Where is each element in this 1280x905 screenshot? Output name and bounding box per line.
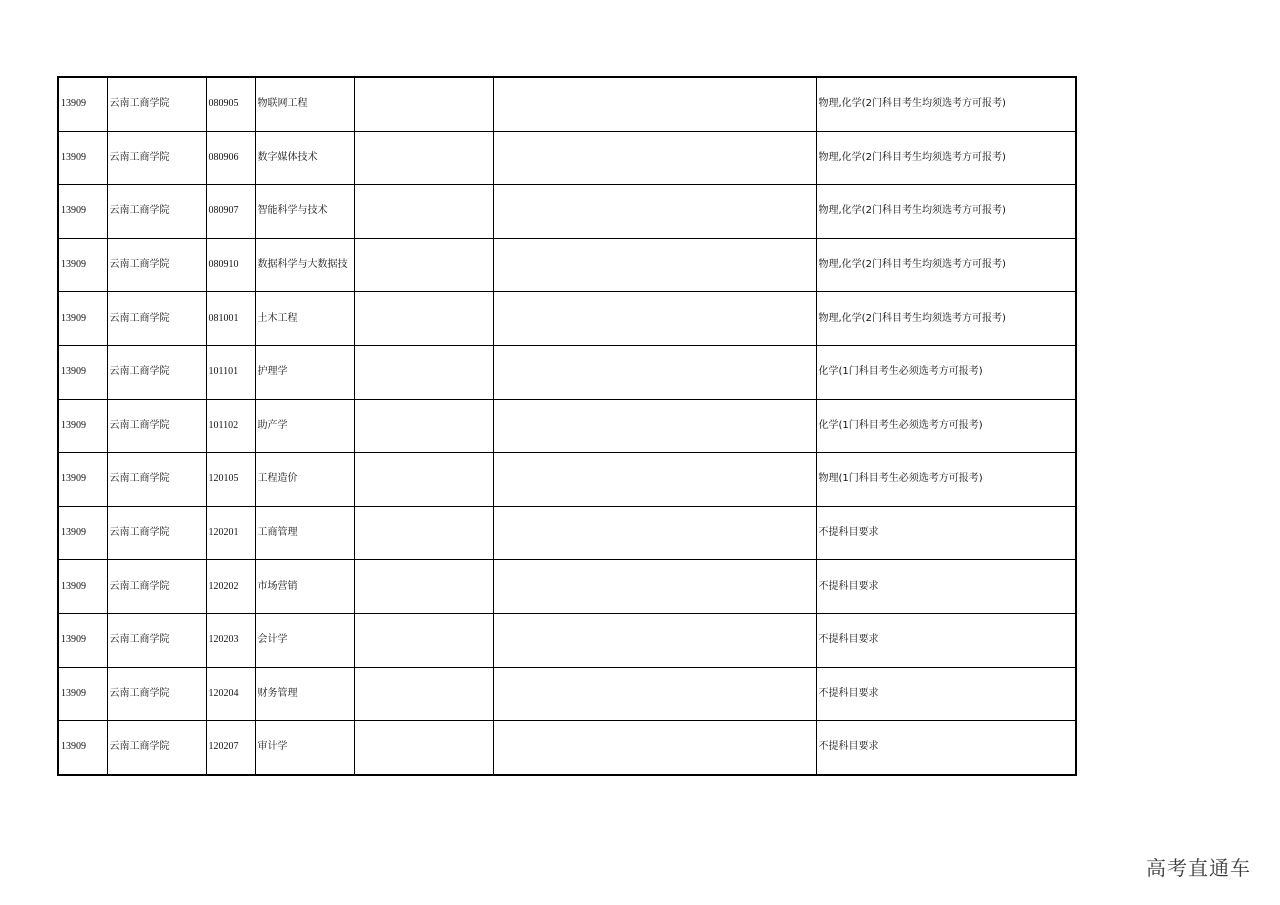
cell-empty: [493, 560, 816, 614]
cell-major-name: 工程造价: [255, 453, 354, 507]
cell-major-name: 土木工程: [255, 292, 354, 346]
cell-major-code: 080905: [206, 77, 255, 131]
cell-empty: [493, 185, 816, 239]
table-row: [58, 131, 1076, 185]
table-row: [58, 345, 1076, 399]
cell-institution-code: 13909: [58, 345, 107, 399]
cell-institution-name: 云南工商学院: [107, 292, 206, 346]
cell-institution-code: 13909: [58, 560, 107, 614]
cell-major-code: 080910: [206, 238, 255, 292]
cell-institution-name: 云南工商学院: [107, 185, 206, 239]
cell-empty: [354, 721, 493, 775]
cell-major-name: 会计学: [255, 613, 354, 667]
cell-subject-requirement: 物理,化学(2门科目考生均须选考方可报考): [816, 77, 1076, 131]
cell-empty: [354, 292, 493, 346]
cell-major-code: 120105: [206, 453, 255, 507]
cell-institution-code: 13909: [58, 399, 107, 453]
table-row: [58, 613, 1076, 667]
cell-major-code: 120202: [206, 560, 255, 614]
cell-institution-name: 云南工商学院: [107, 131, 206, 185]
cell-institution-code: 13909: [58, 185, 107, 239]
cell-subject-requirement: 不提科目要求: [816, 667, 1076, 721]
cell-major-name: 护理学: [255, 345, 354, 399]
cell-major-code: 101102: [206, 399, 255, 453]
cell-subject-requirement: 化学(1门科目考生必须选考方可报考): [816, 345, 1076, 399]
subject-requirements-sheet: [57, 76, 1075, 776]
cell-empty: [493, 667, 816, 721]
cell-empty: [354, 238, 493, 292]
cell-subject-requirement: 不提科目要求: [816, 560, 1076, 614]
cell-empty: [354, 613, 493, 667]
cell-empty: [354, 506, 493, 560]
cell-subject-requirement: 物理,化学(2门科目考生均须选考方可报考): [816, 185, 1076, 239]
cell-empty: [493, 506, 816, 560]
cell-empty: [493, 238, 816, 292]
cell-empty: [493, 399, 816, 453]
cell-major-name: 审计学: [255, 721, 354, 775]
cell-institution-name: 云南工商学院: [107, 721, 206, 775]
cell-major-name: 工商管理: [255, 506, 354, 560]
table-row: [58, 453, 1076, 507]
cell-subject-requirement: 化学(1门科目考生必须选考方可报考): [816, 399, 1076, 453]
cell-empty: [354, 185, 493, 239]
cell-empty: [354, 667, 493, 721]
cell-empty: [354, 560, 493, 614]
cell-subject-requirement: 物理(1门科目考生必须选考方可报考): [816, 453, 1076, 507]
table-body: [58, 77, 1076, 775]
cell-subject-requirement: 物理,化学(2门科目考生均须选考方可报考): [816, 238, 1076, 292]
cell-major-name: 财务管理: [255, 667, 354, 721]
table-row: [58, 506, 1076, 560]
cell-institution-name: 云南工商学院: [107, 345, 206, 399]
cell-empty: [493, 721, 816, 775]
cell-institution-code: 13909: [58, 77, 107, 131]
cell-institution-name: 云南工商学院: [107, 667, 206, 721]
table-row: [58, 292, 1076, 346]
watermark-logo: 高考直通车: [1146, 856, 1251, 880]
cell-empty: [493, 131, 816, 185]
cell-institution-name: 云南工商学院: [107, 238, 206, 292]
cell-major-code: 120207: [206, 721, 255, 775]
cell-empty: [354, 345, 493, 399]
cell-subject-requirement: 不提科目要求: [816, 613, 1076, 667]
cell-institution-code: 13909: [58, 613, 107, 667]
cell-empty: [354, 131, 493, 185]
cell-empty: [354, 77, 493, 131]
table-row: [58, 185, 1076, 239]
cell-institution-code: 13909: [58, 721, 107, 775]
table-row: [58, 77, 1076, 131]
cell-major-name: 市场营销: [255, 560, 354, 614]
cell-institution-name: 云南工商学院: [107, 399, 206, 453]
cell-major-code: 120204: [206, 667, 255, 721]
subject-requirements-table: [57, 76, 1077, 776]
cell-institution-name: 云南工商学院: [107, 613, 206, 667]
cell-major-code: 080906: [206, 131, 255, 185]
table-row: [58, 667, 1076, 721]
cell-major-name: 数据科学与大数据技: [255, 238, 354, 292]
cell-subject-requirement: 物理,化学(2门科目考生均须选考方可报考): [816, 292, 1076, 346]
cell-empty: [493, 77, 816, 131]
cell-empty: [354, 453, 493, 507]
cell-major-name: 物联网工程: [255, 77, 354, 131]
cell-major-name: 智能科学与技术: [255, 185, 354, 239]
table-row: [58, 399, 1076, 453]
cell-subject-requirement: 不提科目要求: [816, 721, 1076, 775]
cell-institution-code: 13909: [58, 667, 107, 721]
cell-institution-code: 13909: [58, 453, 107, 507]
cell-empty: [354, 399, 493, 453]
cell-subject-requirement: 物理,化学(2门科目考生均须选考方可报考): [816, 131, 1076, 185]
cell-major-name: 数字媒体技术: [255, 131, 354, 185]
cell-institution-name: 云南工商学院: [107, 453, 206, 507]
cell-empty: [493, 453, 816, 507]
cell-major-code: 101101: [206, 345, 255, 399]
cell-major-code: 081001: [206, 292, 255, 346]
cell-subject-requirement: 不提科目要求: [816, 506, 1076, 560]
cell-empty: [493, 613, 816, 667]
cell-institution-name: 云南工商学院: [107, 77, 206, 131]
cell-empty: [493, 345, 816, 399]
cell-empty: [493, 292, 816, 346]
table-row: [58, 721, 1076, 775]
cell-major-code: 080907: [206, 185, 255, 239]
cell-institution-name: 云南工商学院: [107, 506, 206, 560]
cell-institution-code: 13909: [58, 292, 107, 346]
cell-institution-code: 13909: [58, 238, 107, 292]
cell-major-name: 助产学: [255, 399, 354, 453]
cell-institution-name: 云南工商学院: [107, 560, 206, 614]
table-row: [58, 238, 1076, 292]
cell-major-code: 120203: [206, 613, 255, 667]
table-row: [58, 560, 1076, 614]
cell-institution-code: 13909: [58, 131, 107, 185]
cell-institution-code: 13909: [58, 506, 107, 560]
cell-major-code: 120201: [206, 506, 255, 560]
